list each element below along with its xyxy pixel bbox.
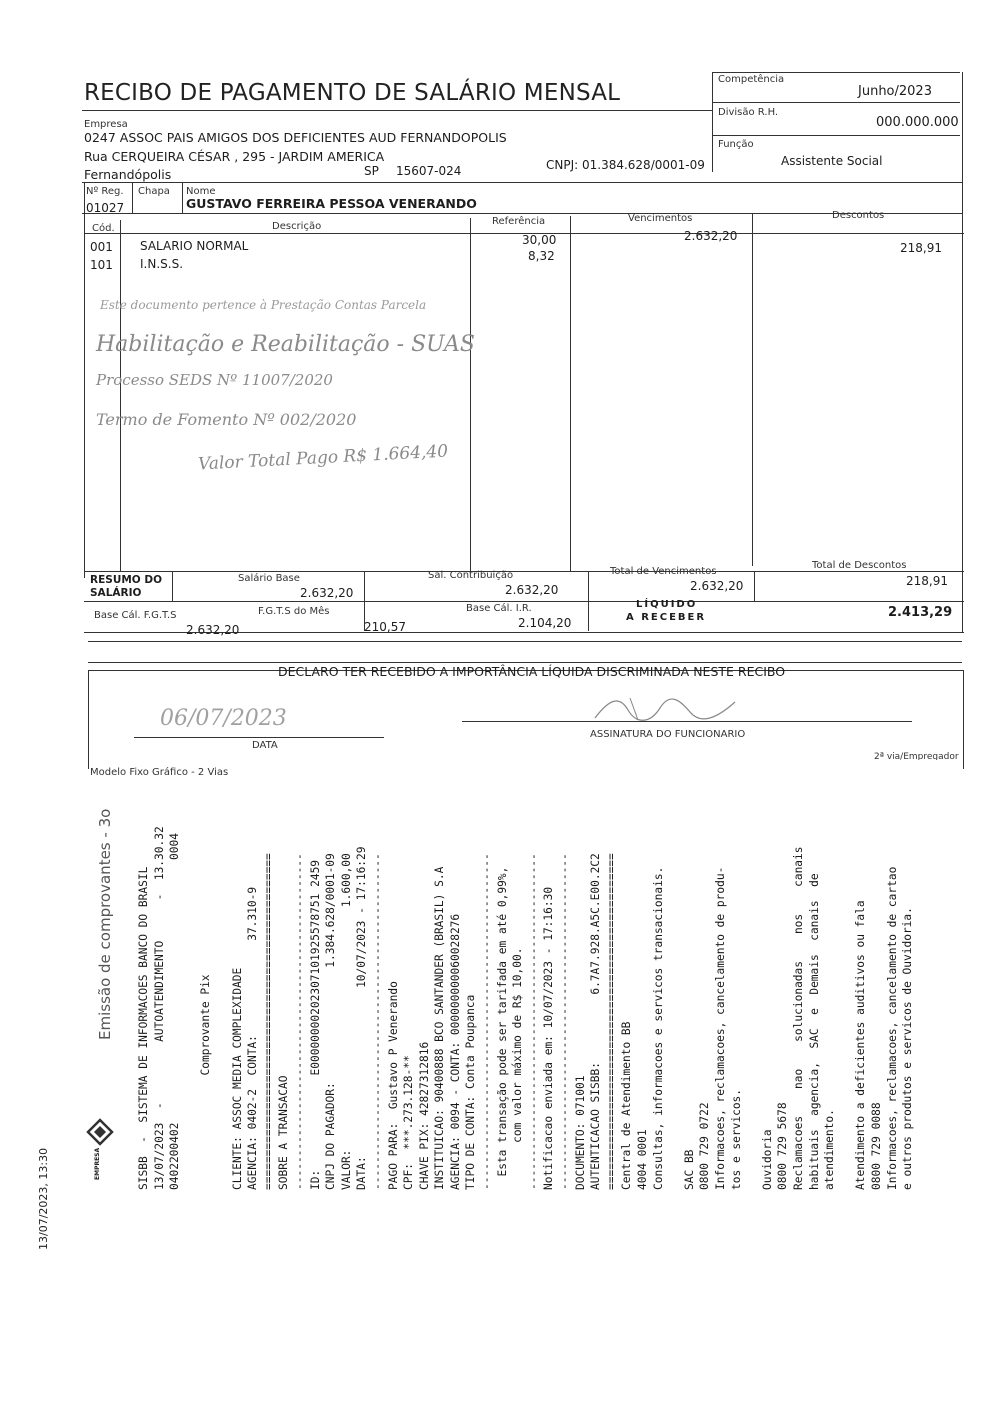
receipt-line <box>666 826 682 1190</box>
receipt-line: SAC BB <box>682 1149 696 1190</box>
receipt-line: ================================================== <box>261 853 275 1190</box>
total-venc-label: Total de Vencimentos <box>610 566 717 577</box>
receipt-line: 4004 0001 <box>636 1129 649 1190</box>
receipt-line: Comprovante Pix <box>199 974 213 1190</box>
receipt-line: CHAVE PIX: 42827312816 <box>417 1041 431 1190</box>
signature-label: ASSINATURA DO FUNCIONARIO <box>590 729 746 740</box>
receipt-body <box>136 826 916 1190</box>
receipt-line: 0402200402 0004 <box>168 833 182 1190</box>
annotation-handwriting: Processo SEDS Nº 11007/2020 <box>96 371 333 389</box>
receipt-line: Ouvidoria <box>760 1129 774 1190</box>
resumo-div-3 <box>588 571 589 631</box>
payslip-sep-2 <box>88 662 962 663</box>
liquido-label-2: A RECEBER <box>626 612 707 623</box>
receipt-line: SOBRE A TRANSACAO <box>277 1075 291 1190</box>
divisao-label: Divisão R.H. <box>718 107 779 118</box>
receipt-line: AGENCIA: 0402-2 CONTA: 37.310-9 <box>246 886 260 1190</box>
receipt-line: Atendimento a deficientes auditivos ou fala <box>854 900 868 1190</box>
modelo-footer: Modelo Fixo Gráfico - 2 Vias <box>90 767 229 775</box>
empresa-label: Empresa <box>84 119 128 130</box>
receipt-line: Notificacao enviada em: 10/07/2023 - 17:16:30 <box>542 886 556 1190</box>
payslip-items-bottom <box>84 571 964 572</box>
receipt-line: VALOR: 1.600,00 <box>339 853 353 1190</box>
payslip-comp-underline <box>712 102 960 103</box>
total-venc-value: 2.632,20 <box>690 579 744 593</box>
item-desc: SALARIO NORMAL <box>140 239 249 253</box>
col-descontos-header: Descontos <box>832 210 885 221</box>
receipt-line: CPF: ***.273.128-** <box>402 1055 416 1190</box>
receipt-line <box>744 826 760 1190</box>
sal-contrib-label: Sal. Contribuição <box>428 570 514 581</box>
receipt-line <box>214 826 230 1190</box>
col-venc-header: Vencimentos <box>628 213 693 224</box>
receipt-line: tos e servicos. <box>729 1088 743 1190</box>
col-ref-header: Referência <box>492 216 546 227</box>
payslip-title-underline <box>82 110 712 111</box>
receipt-line: INSTITUICAO: 90400888 BCO SANTANDER (BRASIL) S.A <box>433 866 447 1190</box>
base-ir-value: 2.104,20 <box>518 616 572 630</box>
nreg-value: 01027 <box>86 201 125 215</box>
receipt-line: -------------------------------------------------- <box>292 853 306 1190</box>
item-desc: I.N.S.S. <box>140 257 184 271</box>
annotation-stamp: Este documento pertence à Prestação Contas Parcela <box>100 298 427 312</box>
receipt-line: PAGO PARA: Gustavo P Venerando <box>386 981 400 1190</box>
funcao-label: Função <box>718 139 754 150</box>
resumo-label <box>90 574 170 600</box>
receipt-line: AGENCIA: 0094 - CONTA: 000000000060028276 <box>448 913 462 1190</box>
base-fgts-value: 2.632,20 <box>186 623 240 637</box>
empresa-value: 0247 ASSOC PAIS AMIGOS DOS DEFICIENTES AUD FERNANDOPOLIS <box>84 130 507 145</box>
receipt-line: ================================================== <box>604 853 618 1190</box>
receipt-line <box>838 826 854 1190</box>
payslip-col-right <box>962 72 963 632</box>
payslip-col-desc <box>752 213 753 566</box>
receipt-line: Informacoes, reclamacoes, cancelamento de produ- <box>713 866 727 1190</box>
print-stamp-text: 13/07/2023, 13:30 <box>37 1147 50 1250</box>
competencia-label: Competência <box>718 74 785 85</box>
receipt-line: CLIENTE: ASSOC MEDIA COMPLEXIDADE <box>230 967 244 1190</box>
receipt-line: Informacoes, reclamacoes, cancelamento de cartao <box>885 866 899 1190</box>
payslip-sep-1 <box>88 641 962 642</box>
resumo-label-text: RESUMO DO SALÁRIO <box>90 574 163 599</box>
resumo-div-4 <box>754 571 755 601</box>
receipt-line: Consultas, informacoes e servicos transacionais. <box>651 866 665 1190</box>
receipt-line: CNPJ DO PAGADOR: 1.384.628/0001-09 <box>324 853 338 1190</box>
item-ref: 30,00 <box>522 233 557 247</box>
salario-base-value: 2.632,20 <box>300 586 354 600</box>
receipt-line: Esta transação pode ser tarifada em até 0,99%, <box>495 866 509 1190</box>
item-venc: 2.632,20 <box>684 229 738 243</box>
receipt-line: SISBB - SISTEMA DE INFORMACOES BANCO DO BRASIL <box>137 866 150 1190</box>
receipt-line: DATA: 10/07/2023 - 17:16:29 <box>355 846 369 1190</box>
col-desc-header: Descrição <box>272 221 322 232</box>
nreg-label: Nº Reg. <box>86 186 124 197</box>
receipt-line: Central de Atendimento BB <box>620 1021 634 1190</box>
payslip-col-chapa <box>132 183 133 213</box>
receipt-line: DOCUMENTO: 071001 <box>573 1075 587 1190</box>
cnpj-value: CNPJ: 01.384.628/0001-09 <box>546 158 705 172</box>
bank-logo-icon <box>86 1118 114 1148</box>
payslip-col-ref <box>470 218 471 572</box>
cep-value: 15607-024 <box>396 164 462 178</box>
sal-contrib-value: 2.632,20 <box>505 583 559 597</box>
date-line <box>134 737 384 738</box>
payslip-div-underline <box>712 135 960 136</box>
receipt-line: AUTENTICACAO SISBB: 6.7A7.928.A5C.E00.2C2 <box>589 853 603 1190</box>
payslip-title: RECIBO DE PAGAMENTO DE SALÁRIO MENSAL <box>84 80 621 106</box>
resumo-div-1 <box>172 571 173 601</box>
item-cod: 101 <box>90 258 113 272</box>
receipt-line: atendimento. <box>823 1109 837 1190</box>
fgts-mes-value: 210,57 <box>364 620 406 634</box>
receipt-line <box>183 826 199 1190</box>
base-ir-label: Base Cál. I.R. <box>466 603 532 614</box>
payslip-name-underline <box>82 213 962 214</box>
payslip-col-venc <box>570 216 571 572</box>
liquido-label: LÍQUIDO <box>636 599 698 610</box>
liquido-value: 2.413,29 <box>888 605 953 620</box>
annotation-handwriting: Habilitação e Reabilitação - SUAS <box>96 332 475 357</box>
annotation-handwriting: Termo de Fomento Nº 002/2020 <box>96 410 357 429</box>
nome-value: GUSTAVO FERREIRA PESSOA VENERANDO <box>186 196 477 211</box>
payslip-body-left <box>84 183 85 578</box>
base-fgts-label: Base Cál. F.G.T.S <box>94 610 177 621</box>
date-handwriting: 06/07/2023 <box>160 706 287 731</box>
receipt-line: -------------------------------------------------- <box>480 853 494 1190</box>
receipt-line: habituais agencia, SAC e Demais canais de <box>807 873 821 1190</box>
payslip-resumo-mid <box>84 601 964 602</box>
divisao-value: 000.000.000 <box>876 115 959 130</box>
receipt-line: e outros produtos e servicos de Ouvidoria. <box>901 907 915 1190</box>
signature-line <box>462 721 912 722</box>
nome-label: Nome <box>186 186 216 197</box>
date-label: DATA <box>252 740 278 751</box>
receipt-header-text: Emissão de comprovantes - 3o <box>96 808 114 1040</box>
total-desc-label: Total de Descontos <box>812 560 907 571</box>
payslip-right-divider <box>712 72 713 172</box>
annotation-handwriting: Valor Total Pago R$ 1.664,40 <box>197 441 449 475</box>
receipt-line: ID: E00000000202307101925578751 2459 <box>308 859 322 1190</box>
payslip-top-border <box>712 72 960 73</box>
payslip-col-cod <box>120 220 121 572</box>
receipt-line: 0800 729 0722 <box>698 1102 712 1190</box>
competencia-value: Junho/2023 <box>858 84 932 99</box>
declaration-text: DECLARO TER RECEBIDO A IMPORTÂNCIA LÍQUIDA DISCRIMINADA NESTE RECIBO <box>278 664 786 679</box>
receipt-line: -------------------------------------------------- <box>558 853 572 1190</box>
payslip-company-underline <box>82 182 962 183</box>
item-cod: 001 <box>90 240 113 254</box>
salario-base-label: Salário Base <box>238 573 300 584</box>
cidade-value: Fernandópolis <box>84 167 172 182</box>
receipt-line: 0800 729 0088 <box>869 1102 883 1190</box>
chapa-label: Chapa <box>138 186 170 197</box>
payslip-col-nome <box>182 183 183 213</box>
receipt-line: 13/07/2023 - AUTOATENDIMENTO - 13.30.32 <box>152 826 166 1190</box>
via-footer: 2ª via/Empregador <box>874 752 959 760</box>
item-ref: 8,32 <box>528 249 555 263</box>
endereco-value: Rua CERQUEIRA CÉSAR , 295 - JARDIM AMERICA <box>84 149 385 164</box>
total-desc-value: 218,91 <box>906 574 948 588</box>
bank-logo <box>86 1118 114 1188</box>
receipt-line: Reclamacoes nao solucionadas nos canais <box>791 846 805 1190</box>
uf-value: SP <box>364 164 379 178</box>
receipt-header <box>96 808 120 1041</box>
signature-mark <box>590 690 740 730</box>
receipt-line: com valor máximo de R$ 10,00. <box>511 947 525 1190</box>
bank-logo-text: EMPRESA <box>94 1147 101 1180</box>
item-descontos: 218,91 <box>900 241 942 255</box>
funcao-value: Assistente Social <box>781 154 883 168</box>
receipt-line: 0800 729 5678 <box>776 1102 790 1190</box>
receipt-line: -------------------------------------------------- <box>370 853 384 1190</box>
col-cod-header: Cód. <box>92 223 115 234</box>
print-stamp <box>37 1147 53 1300</box>
receipt-line: TIPO DE CONTA: Conta Poupanca <box>464 994 478 1190</box>
receipt-line: -------------------------------------------------- <box>526 853 540 1190</box>
fgts-mes-label: F.G.T.S do Mês <box>258 606 330 617</box>
